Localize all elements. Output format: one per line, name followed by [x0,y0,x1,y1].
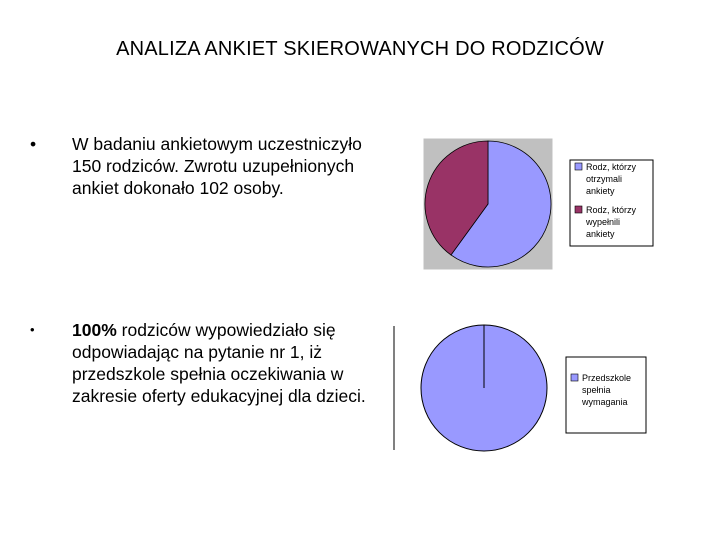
legend-label: wymagania [582,397,628,407]
legend-label: otrzymali [586,174,623,184]
legend-box [566,357,646,433]
pie-chart-2 [394,325,646,451]
bullet-marker: • [30,322,35,337]
bullet-marker: • [30,134,37,154]
legend-label: Rodz, którzy [586,205,637,215]
slide-title: ANALIZA ANKIET SKIEROWANYCH DO RODZICÓW [116,38,604,60]
legend-label: ankiety [586,229,615,239]
legend-label: ankiety [586,186,615,196]
legend-label: Rodz, którzy [586,162,637,172]
legend-swatch [575,163,582,170]
legend-label: Przedszkole [582,373,632,383]
chart-legend [566,357,646,433]
legend-swatch [571,374,578,381]
bullet-text-rest: rodziców wypowiedziało się odpowiadając na pytanie nr 1, iż przedszkole spełnia oczekiwania w zakresie oferty edukacyjnej dla dzieci. [72,320,366,406]
legend-label: wypełnili [586,217,621,227]
bullet-text: W badaniu ankietowym uczestniczyło 150 rodziców. Zwrotu uzupełnionych ankiet dokonało 102 osoby. [72,134,362,198]
legend-label: spełnia [582,385,611,395]
pie-chart-1 [424,139,653,269]
bullet-text-bold: 100% [72,320,117,340]
chart-legend [570,160,653,246]
legend-swatch [575,206,582,213]
